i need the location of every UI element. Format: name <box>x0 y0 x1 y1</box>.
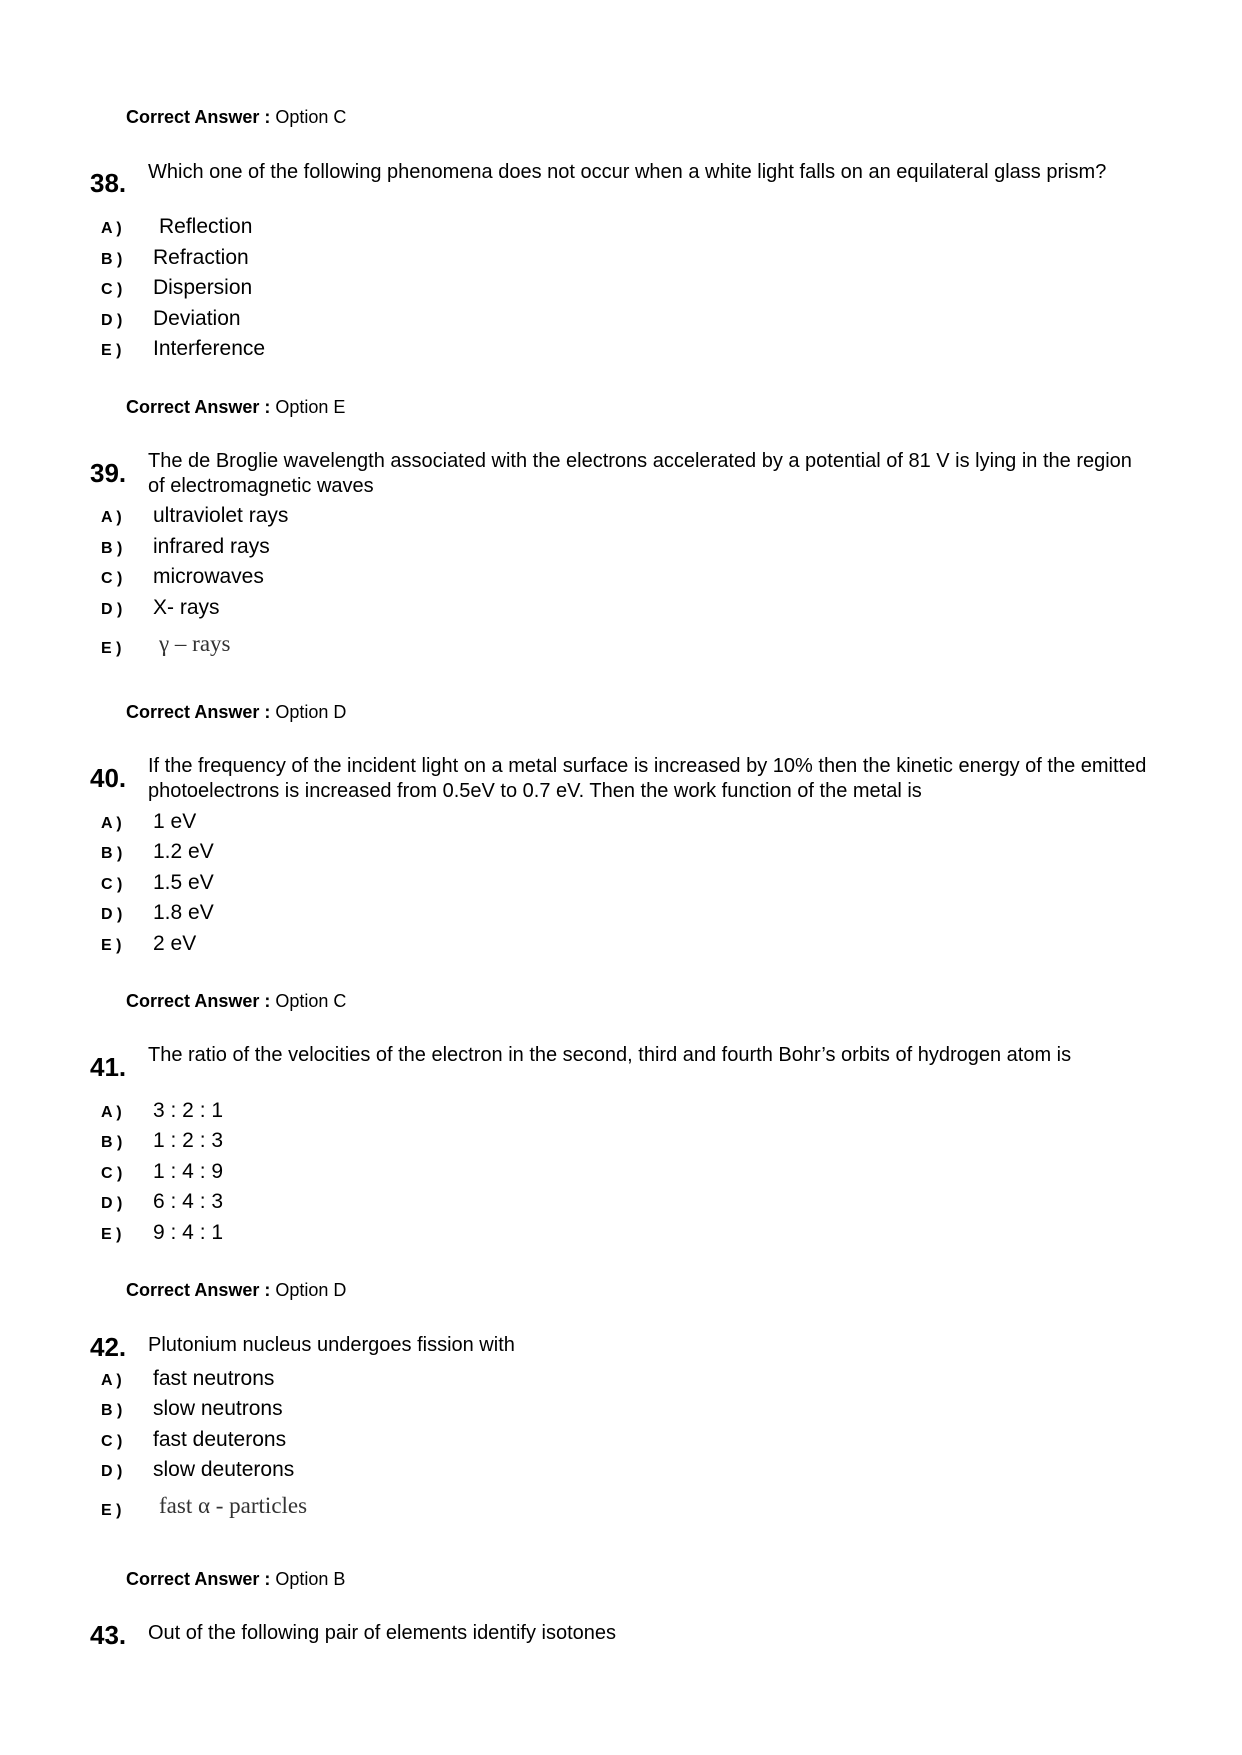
question-text: Plutonium nucleus undergoes fission with <box>148 1334 515 1356</box>
option-label: E ) <box>101 937 122 954</box>
correct-answer-label: Correct Answer : <box>126 991 271 1011</box>
correct-answer-line <box>126 990 346 1012</box>
correct-answer-line <box>126 396 345 418</box>
option-text: fast α - particles <box>159 1493 308 1518</box>
option-text: X- rays <box>153 596 220 619</box>
option-text: 2 eV <box>153 932 197 955</box>
option-label: C ) <box>101 1433 123 1450</box>
option-label: B ) <box>101 845 123 862</box>
option-text: Interference <box>153 337 266 360</box>
option-label: A ) <box>101 509 122 526</box>
option-text: slow deuterons <box>153 1458 295 1481</box>
option-text: 1.5 eV <box>153 871 214 894</box>
correct-answer-line <box>126 1279 346 1301</box>
correct-answer-value: Option C <box>275 991 347 1011</box>
correct-answer-value: Option B <box>275 1569 346 1589</box>
option-text: 1 : 2 : 3 <box>153 1129 224 1152</box>
option-text: ultraviolet rays <box>153 504 289 527</box>
option-label: C ) <box>101 876 123 893</box>
correct-answer-value: Option E <box>275 397 346 417</box>
option-label: E ) <box>101 1502 122 1519</box>
option-label: A ) <box>101 1372 122 1389</box>
option-text: 1.8 eV <box>153 901 214 924</box>
option-text: slow neutrons <box>153 1397 283 1420</box>
question-number: 38. <box>90 168 127 198</box>
question-number: 39. <box>90 458 127 488</box>
option-label: B ) <box>101 1402 123 1419</box>
option-label: A ) <box>101 220 122 237</box>
option-text: infrared rays <box>153 535 270 558</box>
option-label: D ) <box>101 1195 123 1212</box>
option-label: D ) <box>101 312 123 329</box>
question-number: 42. <box>90 1332 127 1362</box>
correct-answer-line <box>126 1568 345 1590</box>
question-text: Which one of the following phenomena does not occur when a white light falls on an equilateral glass prism? <box>148 161 1107 183</box>
correct-answer-label: Correct Answer : <box>126 1280 271 1300</box>
option-label: E ) <box>101 342 122 359</box>
option-text: Deviation <box>153 307 241 330</box>
option-text: 1.2 eV <box>153 840 214 863</box>
correct-answer-value: Option C <box>275 107 347 127</box>
option-label: B ) <box>101 540 123 557</box>
correct-answer-label: Correct Answer : <box>126 397 271 417</box>
option-label: B ) <box>101 251 123 268</box>
option-label: D ) <box>101 601 123 618</box>
option-label: D ) <box>101 906 123 923</box>
option-text: 6 : 4 : 3 <box>153 1190 224 1213</box>
option-text: 1 eV <box>153 810 197 833</box>
question-text: If the frequency of the incident light on a metal surface is increased by 10% then the kinetic energy of the emitted photoelectrons is increased from 0.5eV to 0.7 eV. Then the work function of the metal is <box>148 755 1147 802</box>
question-text: The de Broglie wavelength associated with the electrons accelerated by a potential of 81 V is lying in the region of electromagnetic waves <box>148 450 1132 497</box>
correct-answer-line <box>126 106 346 128</box>
question-number: 41. <box>90 1052 127 1082</box>
option-text: microwaves <box>153 565 264 588</box>
correct-answer-value: Option D <box>275 1280 347 1300</box>
correct-answer-value: Option D <box>275 702 347 722</box>
option-label: C ) <box>101 1165 123 1182</box>
question-number: 43. <box>90 1620 127 1650</box>
option-text: Dispersion <box>153 276 253 299</box>
option-text: Reflection <box>159 215 253 238</box>
correct-answer-label: Correct Answer : <box>126 702 271 722</box>
option-text: fast neutrons <box>153 1367 275 1390</box>
option-text: 9 : 4 : 1 <box>153 1221 224 1244</box>
option-label: E ) <box>101 640 122 657</box>
option-label: C ) <box>101 281 123 298</box>
question-number: 40. <box>90 763 127 793</box>
option-label: D ) <box>101 1463 123 1480</box>
correct-answer-label: Correct Answer : <box>126 1569 271 1589</box>
option-text: 1 : 4 : 9 <box>153 1160 224 1183</box>
correct-answer-line <box>126 701 346 723</box>
option-text: γ – rays <box>159 631 231 656</box>
option-label: A ) <box>101 1104 122 1121</box>
question-text: Out of the following pair of elements identify isotones <box>148 1622 617 1644</box>
question-text: The ratio of the velocities of the electron in the second, third and fourth Bohr’s orbits of hydrogen atom is <box>148 1044 1072 1066</box>
option-label: E ) <box>101 1226 122 1243</box>
correct-answer-label: Correct Answer : <box>126 107 271 127</box>
option-label: A ) <box>101 815 122 832</box>
option-text: fast deuterons <box>153 1428 287 1451</box>
option-text: Refraction <box>153 246 249 269</box>
option-text: 3 : 2 : 1 <box>153 1099 224 1122</box>
option-label: B ) <box>101 1134 123 1151</box>
option-label: C ) <box>101 570 123 587</box>
